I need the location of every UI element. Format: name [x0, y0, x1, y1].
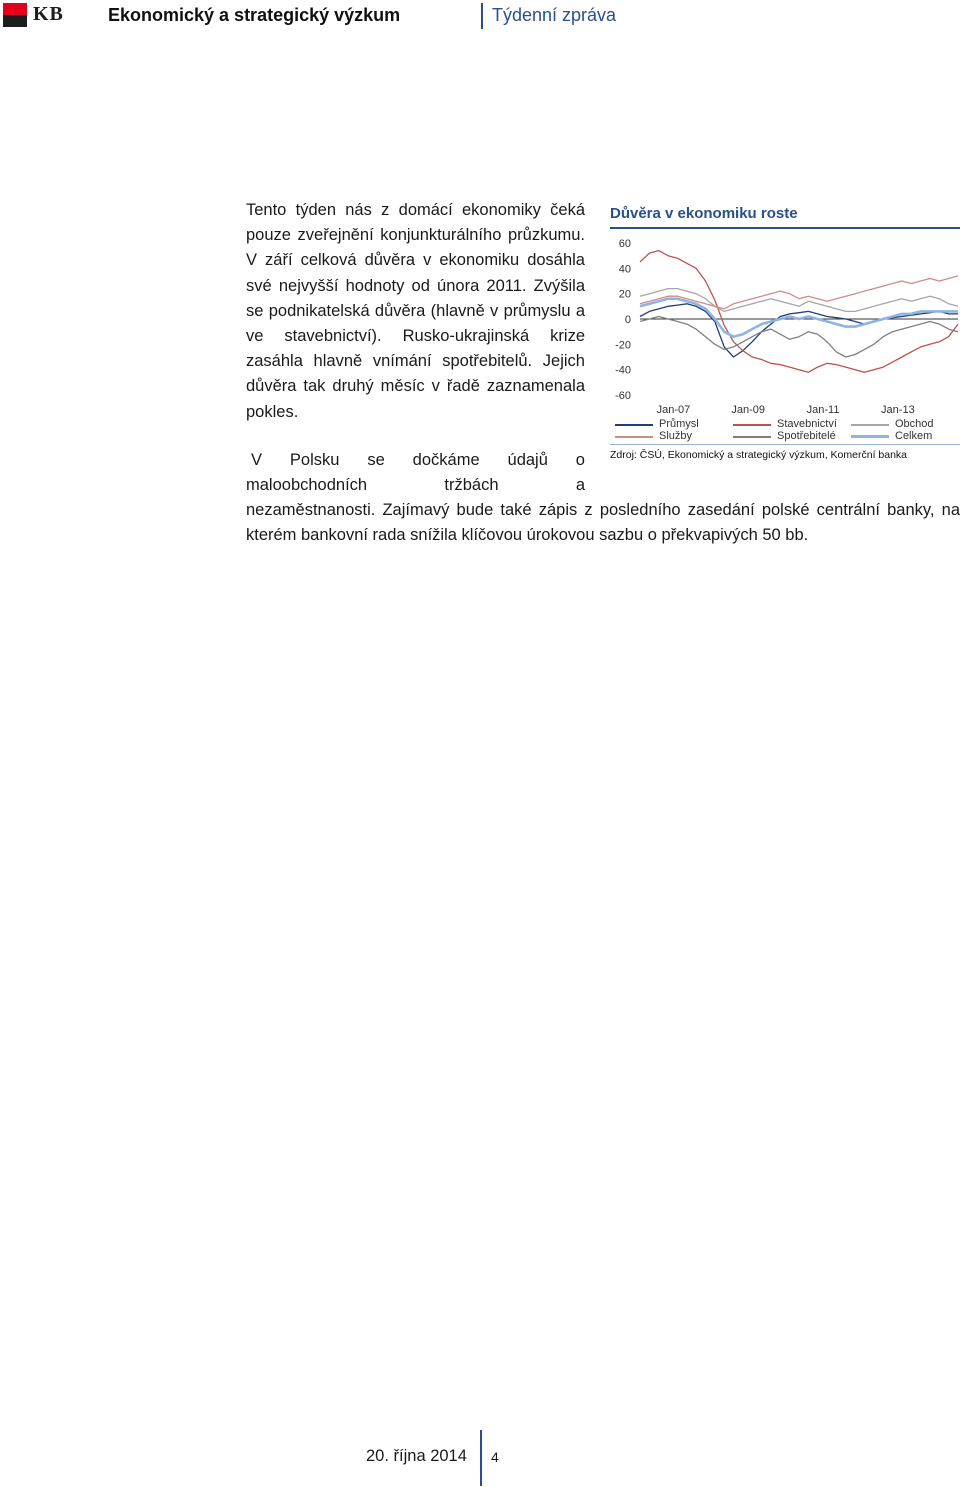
chart-legend	[615, 418, 960, 444]
paragraph-domestic: Tento týden nás z domácí ekonomiky čeká pouze zveřejnění konjunkturálního průzkumu. V září celková důvěra v ekonomiku dosáhla své nejvyšší hodnoty od února 2011. Zvýšila se podnikatelská důvěra (hlavně v průmyslu a ve stavebnictví). Rusko-ukrajinská krize zasáhla hlavně vnímání spotřebitelů. Jejich důvěra tak druhý měsíc v řadě zaznamenala pokles.	[246, 201, 585, 421]
confidence-chart	[600, 230, 960, 420]
chart-title: Důvěra v ekonomiku roste	[610, 205, 798, 222]
x-tick-label: Jan-13	[881, 404, 915, 416]
legend-swatch	[615, 424, 653, 426]
chart-source: Zdroj: ČSÚ, Ekonomický a strategický výzkum, Komerční banka	[610, 449, 908, 461]
legend-label: Obchod	[895, 418, 934, 430]
y-tick-label: 0	[624, 314, 631, 326]
series-line-5	[640, 317, 958, 358]
y-tick-label: 40	[618, 263, 631, 276]
x-tick-label: Jan-09	[731, 404, 766, 416]
y-tick-label: -20	[615, 339, 631, 352]
kb-logo-text: KB	[33, 3, 64, 25]
page-number: 4	[491, 1449, 499, 1465]
legend-label: Průmysl	[659, 418, 699, 430]
footer-date: 20. října 2014	[366, 1447, 467, 1465]
chart-source-rule	[610, 444, 960, 445]
x-tick-label: Jan-07	[656, 404, 691, 416]
y-tick-label: -40	[615, 364, 631, 377]
y-tick-label: -60	[615, 390, 631, 402]
chart-title-rule	[610, 227, 960, 229]
legend-swatch	[733, 424, 771, 426]
paragraph-poland-text: V Polsku se dočkáme údajů o maloobchodních tržbách a	[246, 451, 585, 495]
legend-label: Celkem	[895, 430, 933, 442]
series-line-2	[640, 251, 958, 373]
series-line-1	[640, 304, 958, 357]
paragraph-poland-continued: nezaměstnanosti. Zajímavý bude také zápis z posledního zasedání polské centrální banky, na kterém bankovní rada snížila klíčovou úrokovou sazbu o překvapivých 50 bb.	[246, 501, 960, 545]
legend-swatch	[733, 436, 771, 438]
paragraph-poland	[246, 448, 585, 498]
legend-swatch	[615, 436, 653, 438]
x-tick-label: Jan-11	[806, 404, 840, 416]
legend-swatch	[851, 435, 889, 438]
footer-divider	[480, 1430, 482, 1486]
header-divider	[481, 3, 483, 29]
y-tick-label: 20	[618, 288, 631, 301]
page-header	[0, 0, 960, 32]
legend-swatch	[851, 424, 889, 426]
kb-logo-icon	[3, 3, 27, 27]
header-subtitle: Týdenní zpráva	[492, 5, 617, 25]
series-line-3	[640, 289, 958, 312]
kb-logo	[3, 3, 75, 27]
legend-label: Stavebnictví	[777, 418, 837, 430]
legend-label: Služby	[659, 430, 693, 442]
legend-label: Spotřebitelé	[777, 430, 836, 442]
y-tick-label: 60	[618, 238, 631, 250]
header-title: Ekonomický a strategický výzkum	[108, 5, 401, 25]
